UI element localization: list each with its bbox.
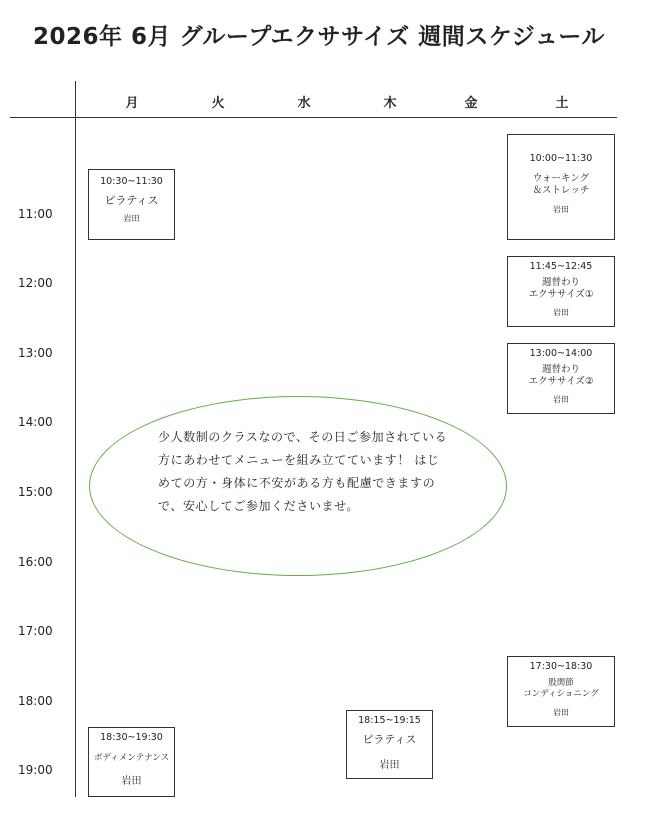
- time-label: 16:00: [18, 555, 53, 569]
- class-time: 18:15~19:15: [358, 715, 421, 726]
- class-time: 11:45~12:45: [529, 261, 593, 272]
- class-card[interactable]: [507, 256, 615, 327]
- page-title: 2026年 6月 グループエクササイズ 週間スケジュール: [33, 24, 605, 50]
- class-name: ボディメンテナンス: [93, 753, 170, 763]
- day-header-sat: 土: [555, 96, 569, 111]
- class-instructor: 岩田: [121, 776, 142, 787]
- class-instructor: 岩田: [123, 214, 140, 223]
- header-divider: [10, 117, 617, 118]
- class-card[interactable]: [88, 169, 175, 240]
- time-label: 15:00: [18, 485, 53, 499]
- class-instructor: 岩田: [553, 205, 569, 214]
- class-instructor: 岩田: [553, 308, 569, 317]
- class-name: 股関節 コンディショニング: [523, 678, 599, 699]
- day-header-tue: 火: [211, 96, 225, 111]
- class-name: 週替わり エクササイズ①: [528, 277, 594, 300]
- class-time: 18:30~19:30: [100, 732, 163, 743]
- time-axis-line: [75, 81, 76, 797]
- class-time: 10:30~11:30: [100, 176, 163, 187]
- time-label: 17:00: [18, 624, 53, 638]
- class-card[interactable]: [507, 656, 615, 727]
- class-name: ピラティス: [104, 194, 159, 207]
- day-header-thu: 木: [383, 96, 397, 111]
- class-time: 10:00~11:30: [529, 153, 593, 164]
- day-header-wed: 水: [297, 96, 311, 111]
- day-header-fri: 金: [464, 96, 478, 111]
- time-label: 19:00: [18, 763, 53, 777]
- time-label: 14:00: [18, 415, 53, 429]
- class-time: 13:00~14:00: [529, 348, 593, 359]
- time-label: 12:00: [18, 276, 53, 290]
- day-header-mon: 月: [125, 96, 139, 111]
- class-card[interactable]: [507, 343, 615, 414]
- time-label: 18:00: [18, 694, 53, 708]
- time-label: 11:00: [18, 207, 53, 221]
- class-card[interactable]: [346, 710, 433, 779]
- class-name: ピラティス: [362, 733, 417, 746]
- class-instructor: 岩田: [553, 395, 569, 404]
- class-name: ウォーキング ＆ストレッチ: [532, 173, 590, 196]
- class-name: 週替わり エクササイズ②: [528, 364, 594, 387]
- class-card[interactable]: [88, 727, 175, 797]
- time-label: 13:00: [18, 346, 53, 360]
- class-instructor: 岩田: [379, 760, 400, 771]
- note-text: 少人数制のクラスなので、その日ご参加されている方にあわせてメニューを組み立てています！ はじめての方・身体に不安がある方も配慮できますので、安心してご参加くださいませ。: [158, 430, 448, 513]
- class-time: 17:30~18:30: [529, 661, 593, 672]
- class-instructor: 岩田: [553, 708, 569, 717]
- class-card[interactable]: [507, 134, 615, 240]
